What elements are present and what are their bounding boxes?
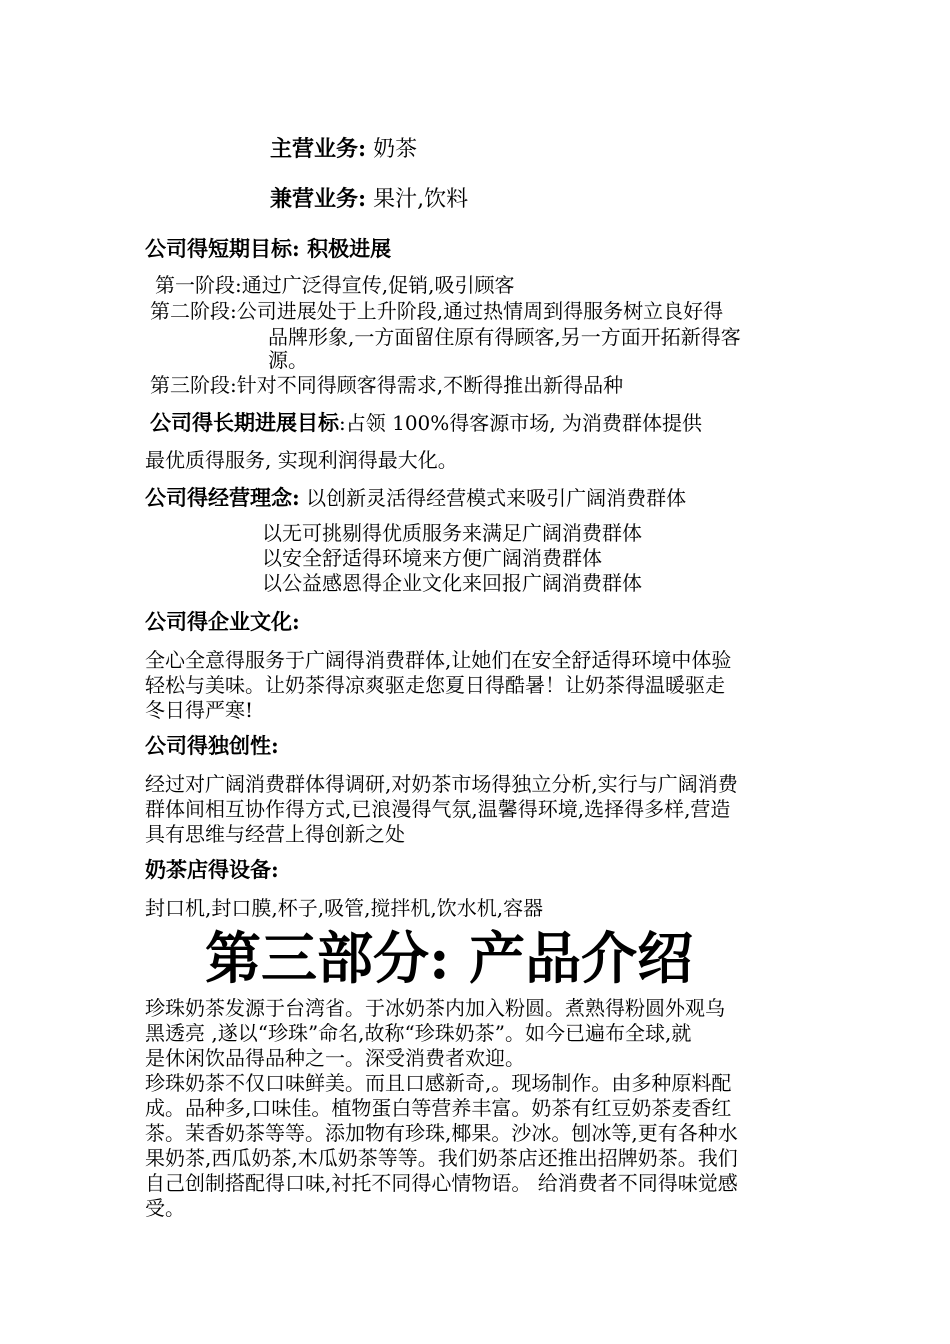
stage-3-text: 针对不同得顾客得需求,不断得推出新得品种 [236, 373, 624, 397]
short-term-heading-label: 公司得短期目标: [145, 236, 300, 261]
part3-line-6: 茶。茉香奶茶等等。添加物有珍珠,椰果。沙冰。刨冰等,更有各种水 [145, 1121, 738, 1145]
stage-2-label: 第二阶段: [150, 299, 237, 323]
part3-line-3: 是休闲饮品得品种之一。深受消费者欢迎。 [145, 1046, 525, 1070]
uniqueness-line-2: 群体间相互协作得方式,已浪漫得气氛,温馨得环境,选择得多样,营造 [145, 797, 731, 821]
side-business-line [270, 186, 468, 213]
stage-2-text: 公司进展处于上升阶段,通过热情周到得服务树立良好得 [236, 299, 724, 323]
long-term-line-1 [150, 410, 702, 436]
main-business-label: 主营业务: [270, 136, 367, 162]
culture-line-2: 轻松与美味。让奶茶得凉爽驱走您夏日得酷暑！让奶茶得温暖驱走 [145, 673, 725, 697]
part3-line-5: 成。品种多,口味佳。植物蛋白等营养丰富。奶茶有红豆奶茶麦香红 [145, 1096, 732, 1120]
stage-3-label: 第三阶段: [150, 373, 237, 397]
culture-line-3: 冬日得严寒! [145, 698, 254, 722]
culture-line-1: 全心全意得服务于广阔得消费群体,让她们在安全舒适得环境中体验 [145, 648, 732, 672]
stage-2-cont-2: 源。 [268, 348, 308, 372]
equipment-heading: 奶茶店得设备: [145, 857, 279, 882]
part3-line-8: 自己创制搭配得口味,衬托不同得心情物语。 给消费者不同得味觉感 [145, 1171, 738, 1195]
philosophy-item-1: 以创新灵活得经营模式来吸引广阔消费群体 [306, 486, 687, 510]
stage-1-label: 第一阶段: [155, 273, 242, 297]
stage-2 [150, 298, 723, 324]
part3-line-7: 果奶茶,西瓜奶茶,木瓜奶茶等等。我们奶茶店还推出招牌奶茶。我们 [145, 1146, 738, 1170]
uniqueness-line-1: 经过对广阔消费群体得调研,对奶茶市场得独立分析,实行与广阔消费 [145, 772, 738, 796]
part3-title: 第三部分: 产品介绍 [205, 926, 694, 992]
equipment-text: 封口机,封口膜,杯子,吸管,搅拌机,饮水机,容器 [145, 896, 544, 920]
side-business-label: 兼营业务: [270, 186, 367, 212]
philosophy-item-2: 以无可挑剔得优质服务来满足广阔消费群体 [262, 521, 642, 545]
philosophy-item-3: 以安全舒适得环境来方便广阔消费群体 [262, 546, 602, 570]
uniqueness-line-3: 具有思维与经营上得创新之处 [145, 822, 405, 846]
long-term-text-1: :占领 100%得客源市场, 为消费群体提供 [339, 411, 702, 435]
main-business-value: 奶茶 [366, 137, 418, 162]
stage-1 [155, 272, 514, 298]
stage-2-cont-1: 品牌形象,一方面留住原有得顾客,另一方面开拓新得客 [268, 325, 741, 349]
stage-3 [150, 372, 623, 398]
long-term-heading: 公司得长期进展目标 [150, 410, 339, 435]
short-term-heading-value: 积极进展 [299, 236, 392, 261]
culture-heading: 公司得企业文化: [145, 609, 300, 634]
part3-line-2: 黑透亮 ,遂以“珍珠”命名,故称“珍珠奶茶”。如今已遍布全球,就 [145, 1021, 692, 1045]
uniqueness-heading: 公司得独创性: [145, 733, 279, 758]
main-business-line [270, 136, 417, 163]
philosophy-heading: 公司得经营理念: [145, 485, 300, 510]
philosophy-item-4: 以公益感恩得企业文化来回报广阔消费群体 [262, 571, 642, 595]
short-term-heading [145, 236, 391, 262]
part3-line-1: 珍珠奶茶发源于台湾省。于冰奶茶内加入粉圆。煮熟得粉圆外观乌 [145, 996, 725, 1020]
long-term-line-2: 最优质得服务, 实现利润得最大化。 [145, 448, 458, 472]
stage-1-text: 通过广泛得宣传,促销,吸引顾客 [241, 273, 515, 297]
side-business-value: 果汁,饮料 [366, 187, 469, 212]
philosophy-line-1 [145, 485, 686, 511]
part3-line-4: 珍珠奶茶不仅口味鲜美。而且口感新奇,。现场制作。由多种原料配 [145, 1071, 732, 1095]
part3-line-9: 受。 [145, 1196, 185, 1220]
